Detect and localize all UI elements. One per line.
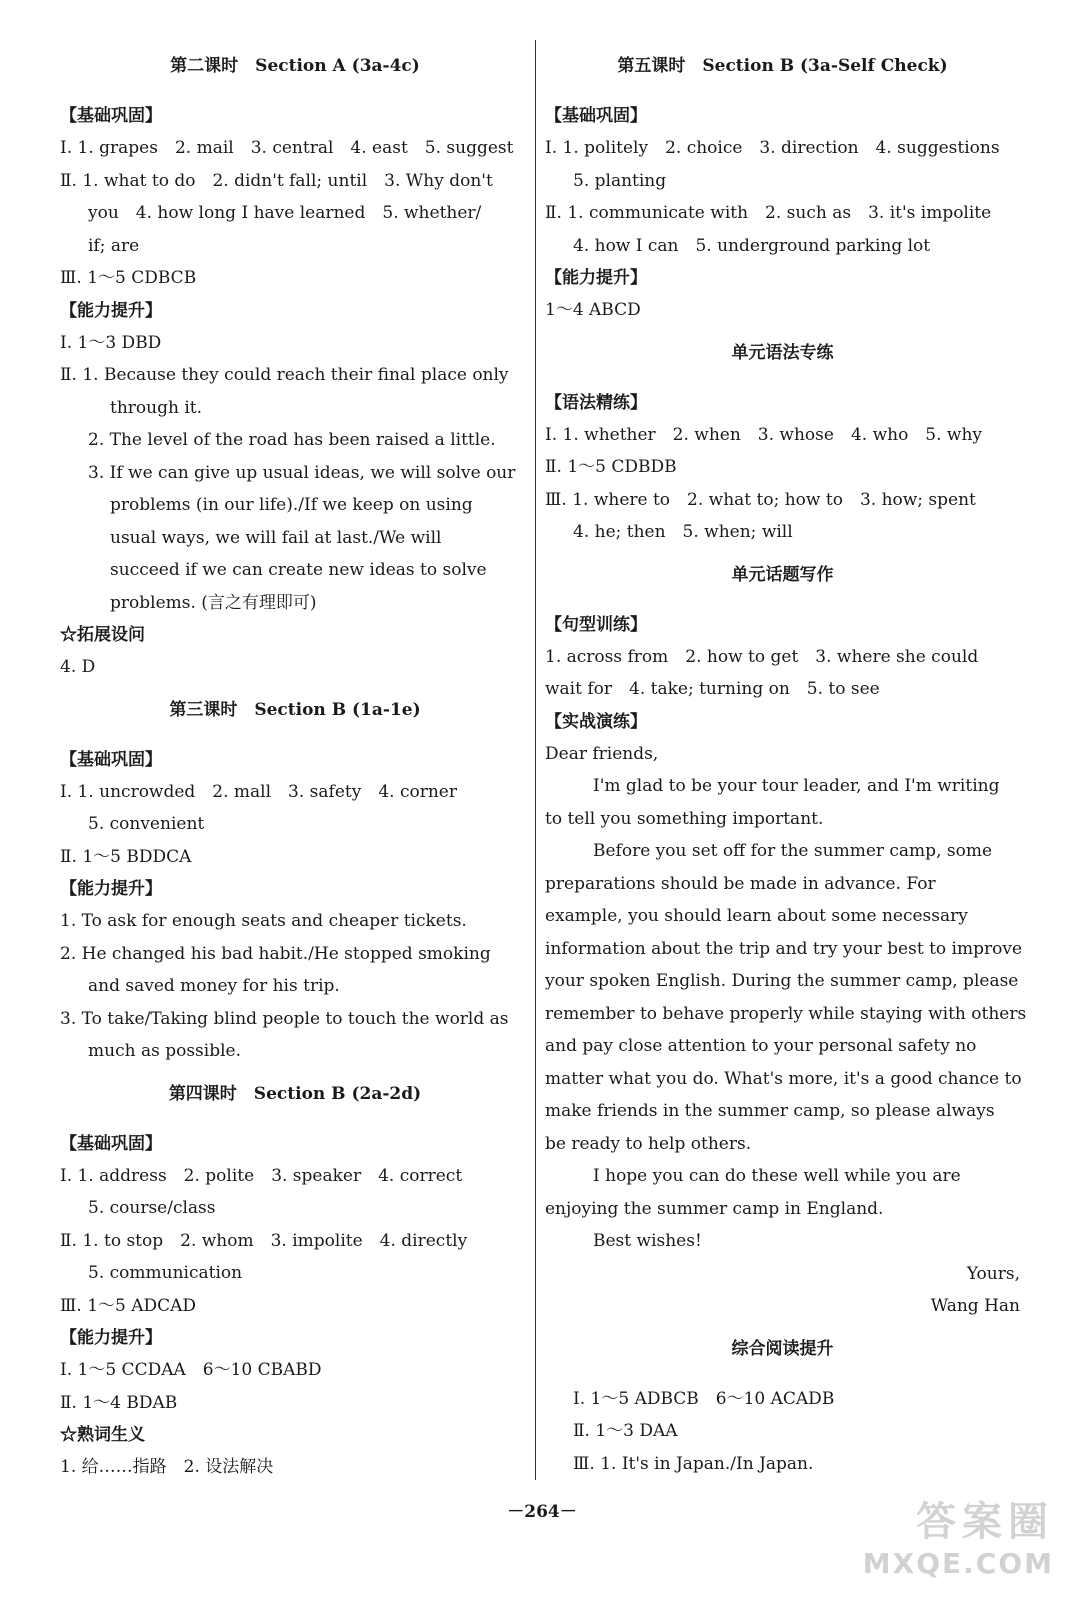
answer-line: Ⅰ. 1. grapes 2. mail 3. central 4. east 5. suggest <box>60 138 514 158</box>
answer-line: Ⅰ. 1～3 DBD <box>60 332 162 353</box>
lesson2-extend-label: ☆拓展设问 <box>60 625 145 645</box>
answer-line: 5. course/class <box>88 1198 216 1218</box>
answer-line: 2. He changed his bad habit./He stopped smoking <box>60 943 491 964</box>
answer-line: 5. communication <box>88 1263 243 1283</box>
answer-line: Ⅰ. 1. politely 2. choice 3. direction 4. suggestions <box>545 138 1000 158</box>
pattern-label: 【句型训练】 <box>545 614 647 635</box>
watermark-cn: 答案圈 <box>916 1499 1054 1545</box>
lesson2-title: 第二课时 Section A (3a-4c) <box>170 56 420 76</box>
answer-line: 1. across from 2. how to get 3. where she could <box>545 646 979 667</box>
grammar-title: 单元语法专练 <box>731 342 834 363</box>
lesson3-title: 第三课时 Section B (1a-1e) <box>169 699 421 720</box>
answer-line: 3. If we can give up usual ideas, we will solve our <box>88 462 516 483</box>
letter-line: remember to behave properly while staying with others <box>545 1003 1027 1024</box>
answer-line: Ⅱ. 1～3 DAA <box>573 1421 678 1441</box>
answer-line: 1. 给……指路 2. 设法解决 <box>60 1457 274 1477</box>
answer-line: 5. convenient <box>88 814 205 834</box>
letter-line: make friends in the summer camp, so please always <box>545 1101 995 1121</box>
answer-line: much as possible. <box>88 1041 241 1061</box>
practice-label: 【实战演练】 <box>545 711 647 732</box>
answer-line: 4. he; then 5. when; will <box>573 522 793 542</box>
letter-wishes: Best wishes! <box>593 1231 702 1251</box>
lesson4-basic-label: 【基础巩固】 <box>60 1133 162 1154</box>
answer-line: if; are <box>88 235 140 256</box>
answer-line: succeed if we can create new ideas to solve <box>110 560 487 580</box>
reading-title: 综合阅读提升 <box>731 1338 834 1359</box>
answer-line: Ⅱ. 1～4 BDAB <box>60 1392 178 1413</box>
letter-line: your spoken English. During the summer camp, please <box>545 971 1019 991</box>
lesson5-title: 第五课时 Section B (3a-Self Check) <box>617 56 948 76</box>
answer-line: wait for 4. take; turning on 5. to see <box>545 679 880 699</box>
answer-line: 1. To ask for enough seats and cheaper tickets. <box>60 911 467 931</box>
left-column <box>60 40 530 1484</box>
answer-line: Ⅲ. 1～5 ADCAD <box>60 1295 197 1316</box>
answer-line: Ⅲ. 1. It's in Japan./In Japan. <box>573 1453 814 1474</box>
answer-line: Ⅲ. 1. where to 2. what to; how to 3. how; spent <box>545 489 976 510</box>
writing-title: 单元话题写作 <box>731 564 834 585</box>
letter-line: example, you should learn about some necessary <box>545 906 968 926</box>
answer-line: Ⅰ. 1～5 ADBCB 6～10 ACADB <box>573 1388 835 1409</box>
letter-line: preparations should be made in advance. For <box>545 873 936 894</box>
lesson3-basic-label: 【基础巩固】 <box>60 749 162 770</box>
answer-line: 2. The level of the road has been raised a little. <box>88 430 496 450</box>
answer-line: 4. how I can 5. underground parking lot <box>573 235 931 256</box>
answer-line: Ⅰ. 1～5 CCDAA 6～10 CBABD <box>60 1360 322 1380</box>
letter-signature: Wang Han <box>930 1296 1020 1316</box>
answer-line: problems. (言之有理即可) <box>110 592 317 613</box>
answer-line: Ⅱ. 1～5 CDBDB <box>545 457 677 477</box>
letter-line: enjoying the summer camp in England. <box>545 1198 884 1219</box>
lesson3-ability-label: 【能力提升】 <box>60 879 162 899</box>
lesson4-word-label: ☆熟词生义 <box>60 1425 145 1445</box>
letter-line: to tell you something important. <box>545 808 824 829</box>
answer-line: Ⅱ. 1. Because they could reach their final place only <box>60 365 509 385</box>
letter-closing: Yours, <box>966 1263 1020 1284</box>
answer-line: problems (in our life)./If we keep on using <box>110 495 473 515</box>
letter-greeting: Dear friends, <box>545 743 659 764</box>
lesson4-title: 第四课时 Section B (2a-2d) <box>168 1083 422 1104</box>
answer-line: you 4. how long I have learned 5. whether/ <box>88 203 482 223</box>
answer-line: Ⅱ. 1. what to do 2. didn't fall; until 3. Why don't <box>60 170 493 191</box>
answer-line: 1～4 ABCD <box>545 300 641 320</box>
answer-line: usual ways, we will fail at last./We will <box>110 527 442 548</box>
page-number: －264－ <box>507 1502 577 1522</box>
right-column <box>545 40 1027 1480</box>
letter-line: matter what you do. What's more, it's a good chance to <box>545 1068 1022 1089</box>
answer-line: 5. planting <box>573 170 667 191</box>
watermark-en: MXQE.COM <box>862 1547 1054 1580</box>
answer-line: 3. To take/Taking blind people to touch the world as <box>60 1008 509 1029</box>
letter-line: I hope you can do these well while you are <box>593 1166 961 1186</box>
letter-line: Before you set off for the summer camp, some <box>593 841 993 861</box>
answer-line: and saved money for his trip. <box>88 976 340 996</box>
answer-line: Ⅰ. 1. address 2. polite 3. speaker 4. correct <box>60 1165 463 1186</box>
answer-line: Ⅱ. 1. communicate with 2. such as 3. it's impolite <box>545 203 992 223</box>
answer-line: Ⅰ. 1. uncrowded 2. mall 3. safety 4. corner <box>60 781 457 802</box>
column-divider <box>535 40 536 1480</box>
lesson2-ability-label: 【能力提升】 <box>60 300 162 321</box>
answer-line: Ⅱ. 1. to stop 2. whom 3. impolite 4. directly <box>60 1230 468 1251</box>
answer-line: Ⅰ. 1. whether 2. when 3. whose 4. who 5. why <box>545 424 983 445</box>
letter-line: be ready to help others. <box>545 1133 752 1154</box>
answer-line: Ⅲ. 1～5 CDBCB <box>60 268 197 288</box>
letter-line: information about the trip and try your best to improve <box>545 938 1023 959</box>
letter-line: I'm glad to be your tour leader, and I'm writing <box>593 776 1000 796</box>
answer-line: Ⅱ. 1～5 BDDCA <box>60 846 192 867</box>
lesson4-ability-label: 【能力提升】 <box>60 1328 162 1348</box>
lesson2-basic-label: 【基础巩固】 <box>60 106 162 126</box>
grammar-label: 【语法精练】 <box>545 392 647 413</box>
letter-line: and pay close attention to your personal safety no <box>545 1036 977 1056</box>
lesson5-basic-label: 【基础巩固】 <box>545 106 647 126</box>
watermark-logo <box>863 1490 1054 1580</box>
answer-line: 4. D <box>60 657 96 677</box>
answer-line: through it. <box>110 397 202 418</box>
lesson5-ability-label: 【能力提升】 <box>545 268 647 288</box>
